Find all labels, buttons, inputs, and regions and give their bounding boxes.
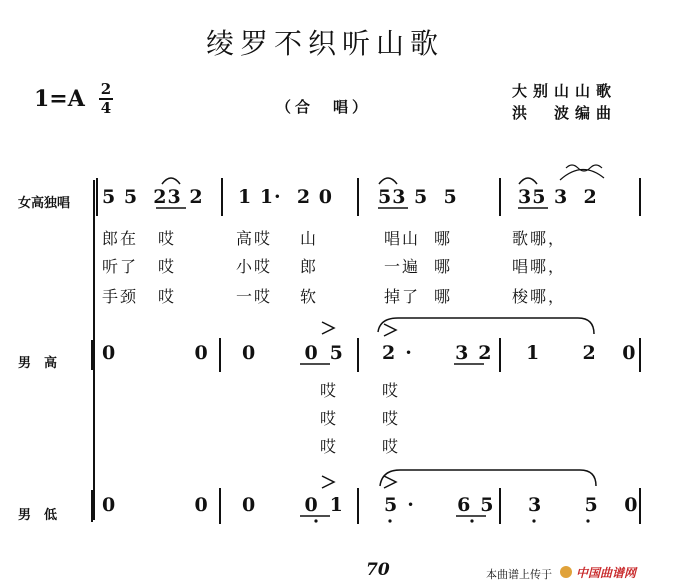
accent — [322, 476, 334, 488]
lyric-syllable: 哪 — [434, 229, 453, 248]
lyric-syllable: 郎在 — [102, 229, 139, 248]
upload-notice: 本曲谱上传于 — [486, 568, 552, 581]
bass-measure-4: 3 5 0 — [528, 494, 648, 516]
octave-dot — [314, 519, 317, 522]
lyric-syllable: 哪 — [434, 257, 453, 276]
accent — [384, 324, 396, 336]
tenor-measure-4: 1 2 0 — [526, 342, 646, 364]
lyric-syllable: 哪 — [434, 287, 453, 306]
lyric-syllable: 一遍 — [384, 257, 421, 276]
lyric-syllable: 哎 — [320, 437, 339, 456]
lyric-syllable: 哎 — [320, 409, 339, 428]
lyric-syllable: 歌哪， — [512, 229, 567, 248]
soprano-measure-1: 5 5 23 2 — [102, 186, 204, 208]
tenor-measure-1: 0 0 — [102, 342, 230, 364]
octave-dot — [388, 519, 391, 522]
bass-measure-1: 0 0 — [102, 494, 230, 516]
part-label-tenor: 男 高 — [18, 356, 58, 371]
soprano-measure-2: 1 1· 2 0 — [238, 186, 333, 208]
site-brand[interactable]: 中国曲谱网 — [576, 566, 637, 580]
lyric-syllable: 手颈 — [102, 287, 139, 306]
lyric-syllable: 唱山 — [384, 229, 421, 248]
lyric-syllable: 高哎 — [236, 229, 273, 248]
page-number: 70 — [366, 560, 390, 580]
soprano-measure-4: 35 3 2 — [518, 186, 598, 208]
credit-source: 大别山山歌 — [512, 82, 618, 100]
lyric-syllable: 哎 — [320, 381, 339, 400]
tenor-measure-2: 0 05 — [242, 342, 355, 364]
octave-dot — [532, 519, 535, 522]
bass-measure-3: 5· 65 — [384, 494, 504, 516]
lyric-syllable: 唱哪， — [512, 257, 567, 276]
lyric-syllable: 哎 — [158, 287, 177, 306]
bass-measure-2: 0 01 — [242, 494, 355, 516]
lyric-syllable: 哎 — [158, 229, 177, 248]
octave-dot — [470, 519, 473, 522]
lyric-syllable: 听了 — [102, 257, 139, 276]
lyric-syllable: 小哎 — [236, 257, 273, 276]
lyric-syllable: 哎 — [158, 257, 177, 276]
key-signature: 1=A — [34, 86, 85, 112]
lyric-syllable: 山 — [300, 229, 319, 248]
time-signature-denominator: 4 — [100, 99, 112, 117]
tenor-measure-3: 2· 32 — [382, 342, 502, 364]
accent — [384, 476, 396, 488]
accent — [322, 322, 334, 334]
time-signature-numerator: 2 — [100, 80, 112, 98]
lyric-syllable: 一哎 — [236, 287, 273, 306]
credit-arranger: 洪 波编曲 — [512, 104, 618, 122]
lyric-syllable: 软 — [300, 287, 319, 306]
fermata — [519, 178, 537, 184]
lyric-syllable: 掉了 — [384, 287, 421, 306]
lyric-syllable: 哎 — [382, 409, 401, 428]
lyric-syllable: 哎 — [382, 381, 401, 400]
slur — [380, 470, 596, 486]
part-label-bass: 男 低 — [18, 508, 58, 523]
site-logo-icon — [560, 566, 572, 578]
lyric-syllable: 郎 — [300, 257, 319, 276]
soprano-measure-3: 53 5 5 — [378, 186, 458, 208]
fermata — [379, 178, 397, 184]
lyric-syllable: 哎 — [382, 437, 401, 456]
octave-dot — [586, 519, 589, 522]
lyric-syllable: 梭哪， — [512, 287, 567, 306]
fermata — [162, 178, 180, 184]
slur — [378, 318, 594, 334]
part-label-soprano: 女高独唱 — [18, 196, 71, 211]
subtitle: （合 唱） — [276, 98, 372, 116]
song-title: 绫罗不织听山歌 — [206, 27, 445, 60]
